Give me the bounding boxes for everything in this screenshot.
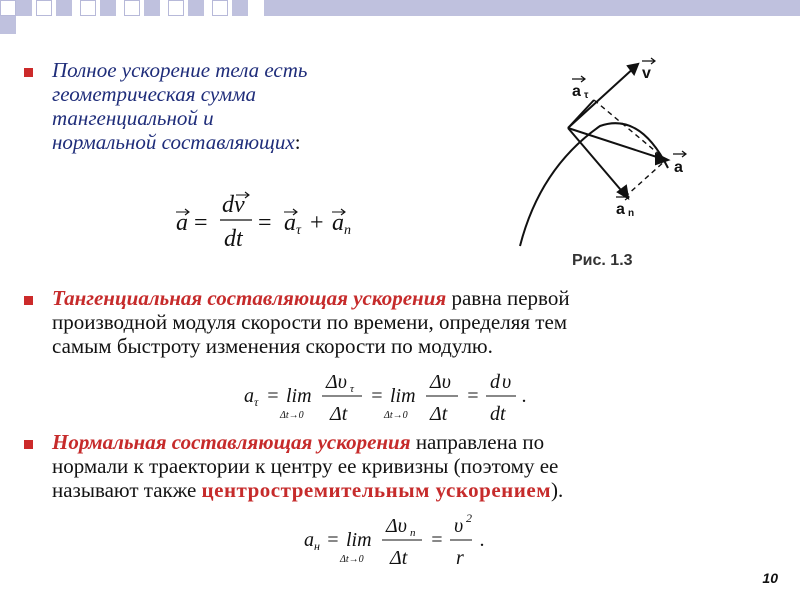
- label-a-n-sub: n: [628, 208, 635, 219]
- svg-text:.: .: [480, 529, 485, 551]
- block2-rest1: равна первой: [446, 286, 570, 310]
- decor-square: [36, 0, 52, 16]
- svg-text:.: .: [522, 385, 527, 407]
- tangential-term: Тангенциальная составляющая ускорения: [52, 286, 447, 310]
- block1-line3: тангенциальной и: [52, 106, 214, 130]
- bullet-1: [24, 68, 33, 77]
- svg-text:Δυ: Δυ: [386, 515, 407, 537]
- svg-text:=: =: [370, 385, 384, 407]
- svg-text:Δt: Δt: [330, 403, 348, 425]
- decor-square: [100, 0, 116, 16]
- label-a-tau-sub: τ: [584, 90, 589, 101]
- svg-text:τ: τ: [296, 223, 302, 238]
- label-a-tau: a: [572, 83, 581, 100]
- decor-square: [56, 0, 72, 16]
- decor-square: [80, 0, 96, 16]
- svg-text:a: a: [244, 385, 254, 407]
- block3-rest1: направлена по: [410, 430, 545, 454]
- svg-text:υ: υ: [454, 515, 464, 537]
- centripetal-term: центростремительным ускорением: [201, 478, 551, 502]
- svg-text:Δυ: Δυ: [326, 371, 347, 393]
- svg-text:a: a: [304, 529, 314, 551]
- formula-total-acceleration: [172, 188, 372, 254]
- decor-square: [212, 0, 228, 16]
- formula-normal: [300, 510, 520, 574]
- svg-text:=: =: [326, 529, 340, 551]
- svg-text:r: r: [456, 547, 464, 569]
- block3-line2: нормали к траектории к центру ее кривизны (поэтому ее: [52, 454, 559, 478]
- svg-text:Δt→0: Δt→0: [384, 410, 408, 421]
- decor-square: [144, 0, 160, 16]
- svg-text:υ: υ: [502, 371, 512, 393]
- decor-square: [188, 0, 204, 16]
- svg-text:+: +: [310, 210, 324, 236]
- svg-text:dv: dv: [222, 192, 245, 218]
- block2-line2: производной модуля скорости по времени, определяя тем: [52, 310, 568, 334]
- svg-text:n: n: [410, 527, 416, 539]
- decor-square: [124, 0, 140, 16]
- svg-text:a: a: [332, 210, 344, 236]
- svg-text:н: н: [314, 539, 320, 553]
- svg-text:dt: dt: [224, 226, 243, 252]
- block1-colon: :: [294, 130, 301, 154]
- svg-text:d: d: [490, 371, 500, 393]
- block1-line1: Полное ускорение тела есть: [52, 58, 308, 82]
- decorative-top-bar: [0, 0, 800, 16]
- block1-line4: нормальной составляющих: [52, 130, 295, 154]
- block3-line3-start: называют также: [52, 478, 202, 502]
- svg-text:Δt→0: Δt→0: [280, 410, 304, 421]
- svg-text:n: n: [344, 223, 351, 238]
- label-a-n: a: [616, 201, 625, 218]
- svg-text:=: =: [194, 210, 208, 236]
- svg-text:a: a: [284, 210, 296, 236]
- svg-text:Δt: Δt: [390, 547, 408, 569]
- trajectory-curve: [520, 123, 668, 246]
- svg-text:dt: dt: [490, 403, 506, 425]
- decor-square: [0, 0, 16, 16]
- block3-line3-end: ).: [551, 478, 564, 502]
- svg-text:Δt: Δt: [430, 403, 448, 425]
- decor-square: [168, 0, 184, 16]
- label-v: v: [642, 65, 651, 82]
- svg-text:=: =: [266, 385, 280, 407]
- bullet-3: [24, 440, 33, 449]
- svg-text:=: =: [258, 210, 272, 236]
- block1-text: [52, 58, 307, 154]
- svg-text:2: 2: [466, 511, 472, 525]
- svg-text:a: a: [176, 210, 188, 236]
- svg-text:τ: τ: [254, 395, 259, 409]
- decor-stripe: [264, 0, 800, 16]
- bullet-2: [24, 296, 33, 305]
- normal-term: Нормальная составляющая ускорения: [52, 430, 411, 454]
- svg-text:Δυ: Δυ: [430, 371, 451, 393]
- svg-text:Δt→0: Δt→0: [340, 554, 364, 565]
- svg-text:lim: lim: [390, 385, 416, 407]
- block3-text: [52, 430, 563, 502]
- figure-acceleration-vectors: [500, 48, 700, 248]
- block2-text: [52, 286, 570, 358]
- formula-tangential: [240, 366, 570, 430]
- decor-square: [232, 0, 248, 16]
- svg-text:τ: τ: [350, 383, 354, 395]
- page-number: 10: [762, 570, 778, 586]
- svg-text:lim: lim: [286, 385, 312, 407]
- svg-text:=: =: [430, 529, 444, 551]
- svg-text:=: =: [466, 385, 480, 407]
- svg-text:lim: lim: [346, 529, 372, 551]
- block2-line3: самым быстроту изменения скорости по модулю.: [52, 334, 493, 358]
- tangential-arrow: [568, 100, 594, 128]
- decor-left-stripe: [0, 16, 16, 34]
- decor-square: [16, 0, 32, 16]
- block1-line2: геометрическая сумма: [52, 82, 257, 106]
- figure-caption: Рис. 1.3: [572, 252, 633, 269]
- label-a: a: [674, 159, 683, 176]
